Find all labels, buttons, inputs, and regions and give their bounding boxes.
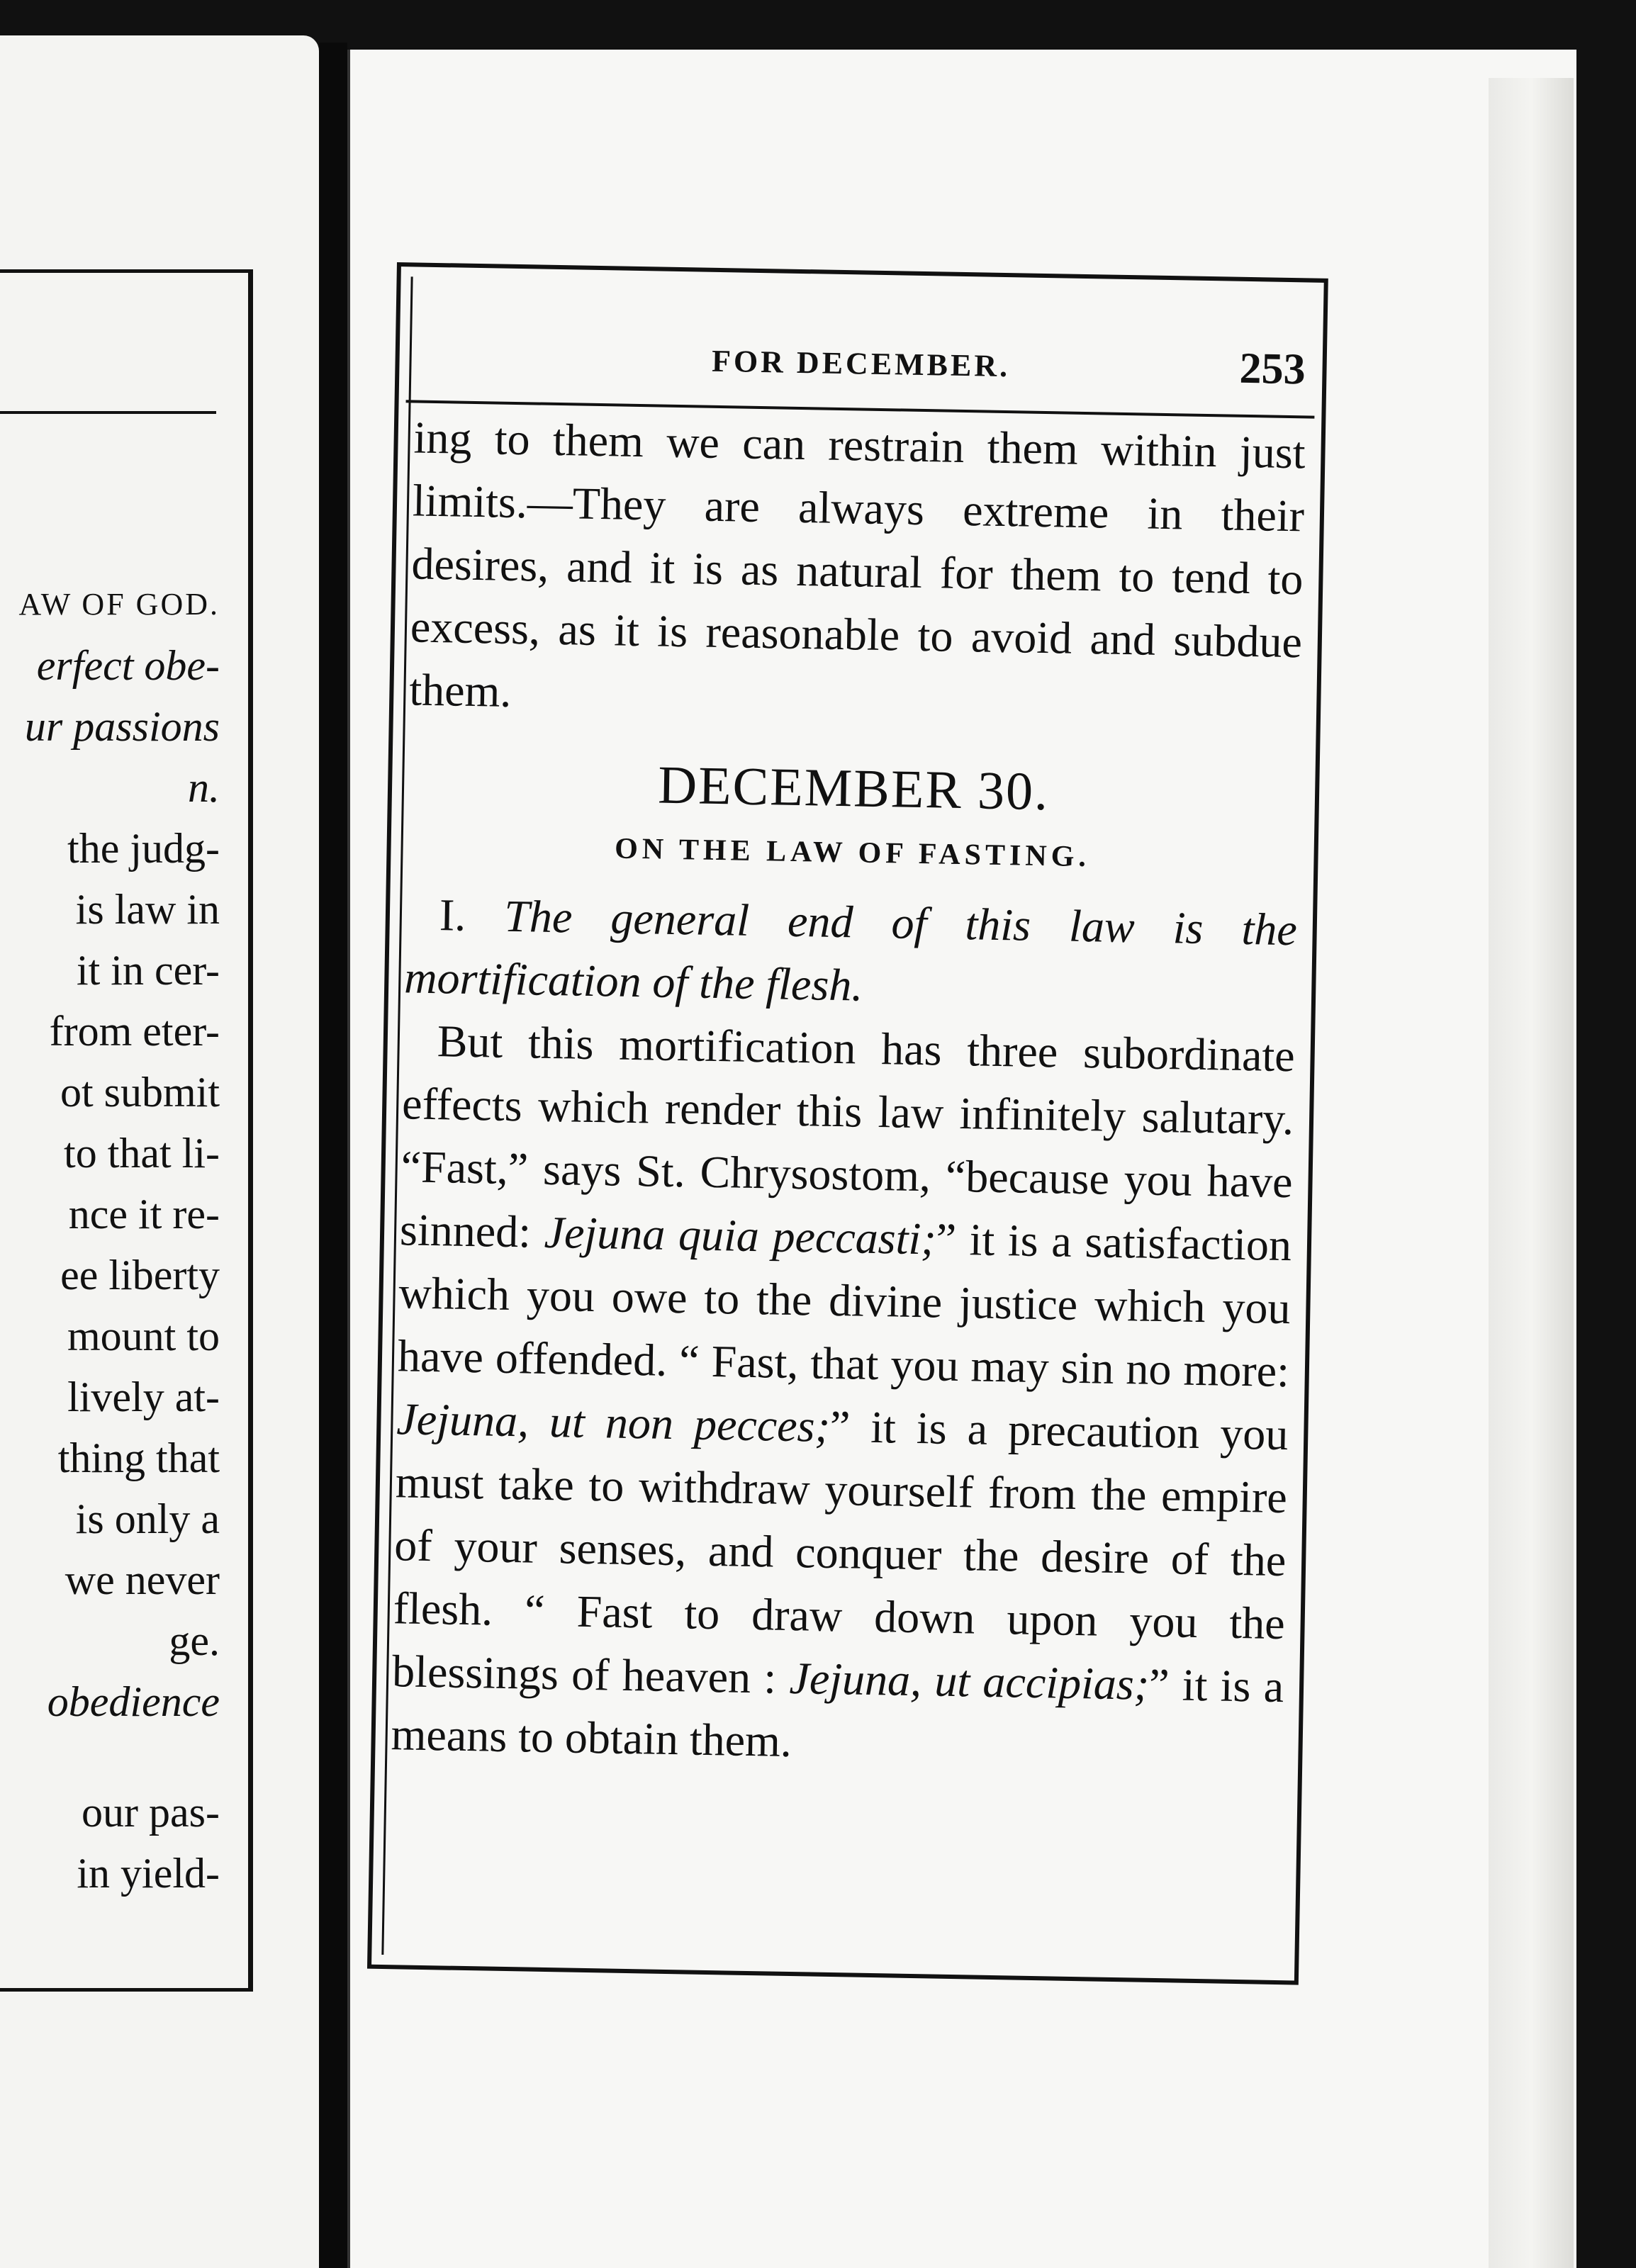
left-line: mount to: [67, 1313, 220, 1359]
book-gutter: [319, 43, 347, 2268]
continuation-paragraph: ing to them we can restrain them within just limits.—They are always extreme in their desires, and it is as natural for them to tend to excess, as it is reasonable to avoid and subdue them.: [408, 412, 1306, 717]
left-line: it in cer-: [76, 947, 220, 994]
page-number: 253: [1238, 344, 1306, 394]
left-line: ot submit: [60, 1069, 220, 1116]
left-line: ur passions: [24, 703, 220, 750]
left-page-header-rule: [0, 411, 216, 414]
left-page-text: [0, 574, 220, 1904]
paragraph-text: ” it is a means to obtain them.: [391, 1658, 1284, 1767]
left-line: to that li-: [64, 1130, 220, 1177]
text-frame: [367, 262, 1328, 1985]
point-paragraph: [404, 882, 1298, 1024]
left-line: ee liberty: [60, 1252, 220, 1298]
left-line: n.: [188, 764, 220, 811]
left-line: thing that: [57, 1435, 220, 1481]
section-heading: DECEMBER 30.: [657, 755, 1050, 822]
page-edge: [1489, 78, 1574, 2268]
paragraph-text: But this mortification has three subordinate effects which render this law infinitely salutary. “Fast,” says St. Chrysostom, “because you have sinned:: [399, 1016, 1296, 1257]
running-head-title: FOR DECEMBER.: [711, 343, 1011, 384]
body-text: [391, 405, 1306, 1781]
paragraph-text: ” it is a precaution you must take to withdraw yourself from the empire of your senses, and conquer the desire of the flesh. “ Fast to draw down upon you the blessings of heaven :: [391, 1400, 1289, 1703]
left-line: from eter-: [49, 1008, 220, 1055]
left-line: erfect obe-: [36, 642, 220, 689]
left-line: nce it re-: [68, 1191, 220, 1237]
left-blank-line: [0, 1732, 220, 1782]
body-paragraph: [391, 1009, 1295, 1781]
left-line: our pas-: [82, 1789, 220, 1836]
left-line: lively at-: [67, 1374, 220, 1420]
left-line: is law in: [75, 886, 220, 933]
paragraph-text: ” it is a satisfaction which you owe to the divine justice which you have offended. “ Fast, that you may sin no more:: [397, 1213, 1292, 1397]
left-line: the judg-: [67, 825, 220, 872]
left-page: [0, 35, 319, 2268]
latin-quote: Jejuna, ut non pecces;: [396, 1393, 831, 1452]
left-line: obedience: [47, 1678, 220, 1725]
latin-quote: Jejuna quia peccasti;: [544, 1206, 937, 1264]
section-subheading: ON THE LAW OF FASTING.: [614, 832, 1091, 874]
point-number: I.: [439, 889, 466, 941]
point-text: The general end of this law is the mortification of the flesh.: [403, 890, 1298, 1011]
left-line: is only a: [75, 1495, 220, 1542]
left-line: ge.: [169, 1617, 220, 1664]
left-line: we never: [65, 1556, 220, 1603]
latin-quote: Jejuna, ut accipias;: [788, 1652, 1150, 1710]
left-line: in yield-: [77, 1850, 220, 1897]
left-line: AW OF GOD.: [18, 587, 220, 622]
